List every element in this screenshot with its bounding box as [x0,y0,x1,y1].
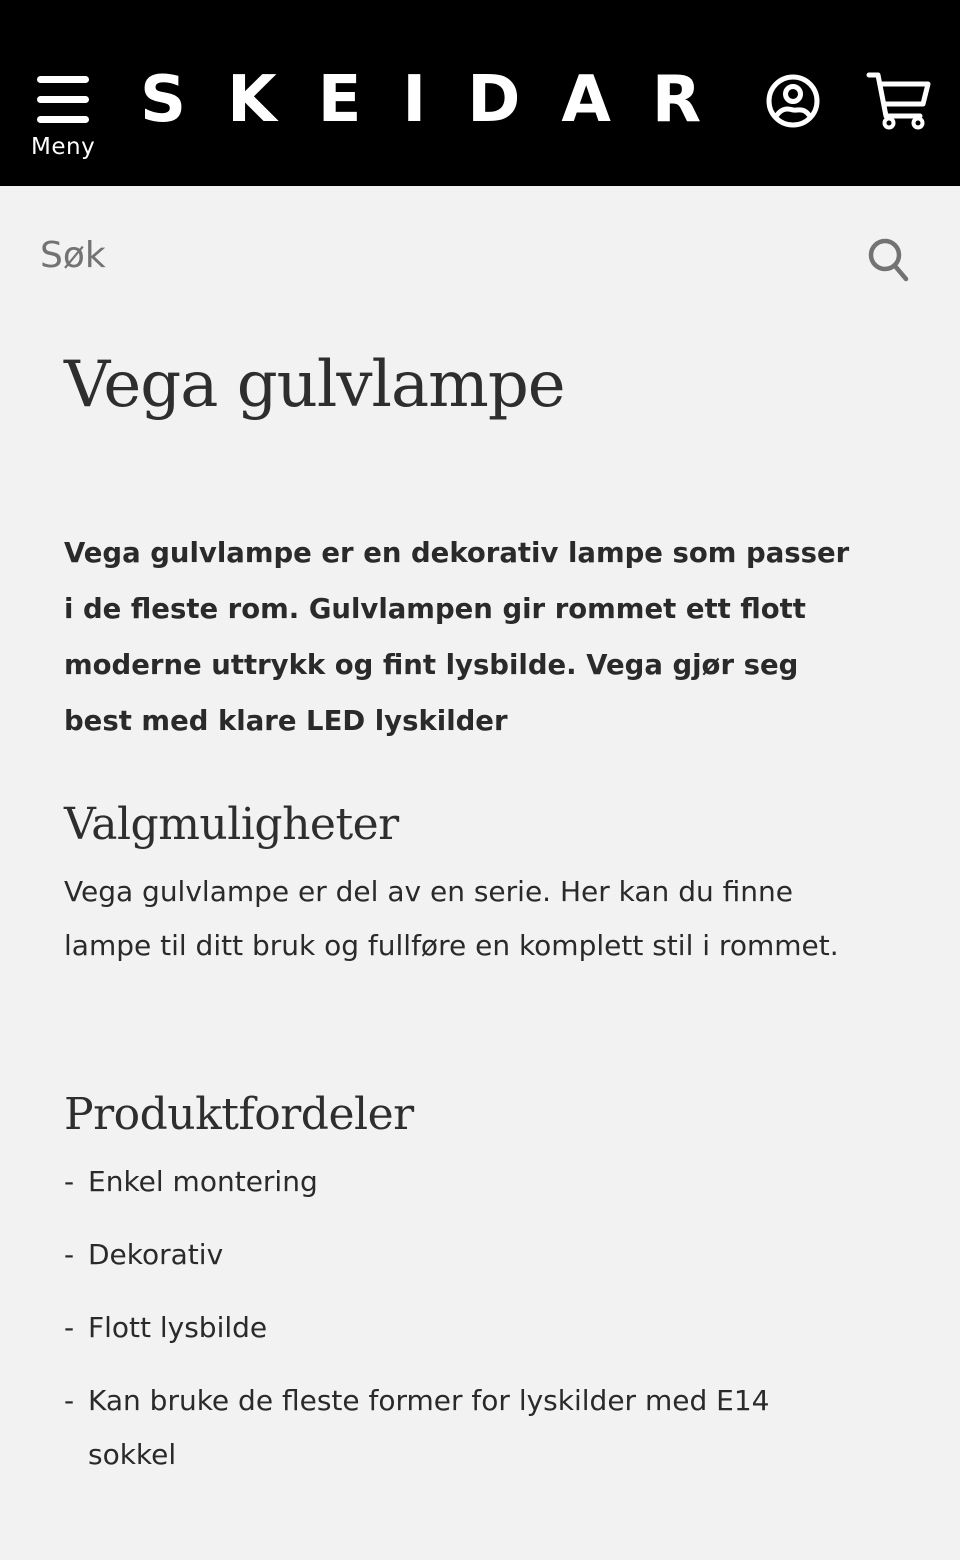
cart-button[interactable] [866,70,932,130]
benefit-item [64,1374,864,1482]
page-title: Vega gulvlampe [64,348,565,422]
bullet-dash: - [64,1384,75,1417]
search-bar [0,190,960,320]
benefit-item [64,1228,864,1282]
skeidar-logo[interactable]: SKEIDAR [140,63,743,137]
benefit-item [64,1301,864,1355]
bullet-dash: - [64,1238,75,1271]
benefit-text: Flott lysbilde [88,1311,268,1344]
benefit-text: Enkel montering [88,1165,318,1198]
shopping-cart-icon [866,70,932,130]
hamburger-menu-icon [37,76,89,124]
search-icon [864,234,914,284]
options-body: Vega gulvlampe er del av en serie. Her kan du finne lampe til ditt bruk og fullføre en komplett stil i rommet. [64,875,839,962]
benefit-text: Kan bruke de fleste former for lyskilder med E14 sokkel [88,1384,770,1471]
options-heading: Valgmuligheter [64,799,399,850]
benefits-heading: Produktfordeler [64,1089,414,1140]
search-button[interactable] [864,234,914,284]
search-input[interactable] [40,230,820,280]
menu-label: Meny [31,134,96,160]
benefits-list [64,1155,864,1501]
bullet-dash: - [64,1311,75,1344]
benefit-text: Dekorativ [88,1238,224,1271]
menu-button[interactable] [28,70,98,165]
bullet-dash: - [64,1165,75,1198]
user-account-icon [764,72,822,130]
product-description [64,330,864,1471]
product-intro: Vega gulvlampe er en dekorativ lampe som passer i de fleste rom. Gulvlampen gir rommet ett flott moderne uttrykk og fint lysbilde. Vega gjør seg best med klare LED lyskilder [64,537,850,737]
benefit-item [64,1155,864,1209]
site-header [0,0,960,186]
account-button[interactable] [764,72,822,130]
